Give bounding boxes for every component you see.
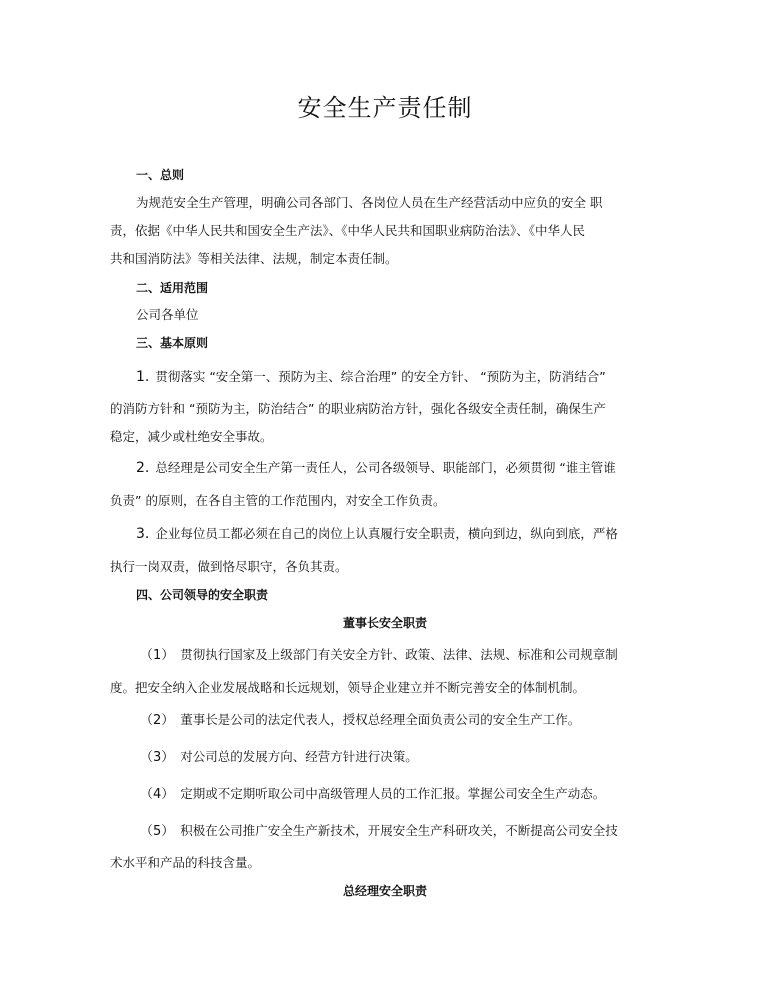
document-title: 安全生产责任制	[297, 94, 473, 122]
subheading-general-manager: 总经理安全职责	[342, 884, 427, 898]
numbered-paragraph	[140, 822, 618, 841]
section-heading-general: 一、总则	[136, 168, 185, 182]
paragraph-text: 贯彻执行国家及上级部门有关安全方针、政策、法律、法规、标准和公司规章制	[180, 647, 618, 662]
numbered-paragraph	[140, 646, 618, 665]
paragraph-line: 负责” 的原则，在各自主管的工作范围内，对安全工作负责。	[110, 493, 446, 508]
paragraph-number: （4）	[140, 787, 175, 802]
item-text: 贯彻落实 “安全第一、预防为主、综合治理” 的安全方针、 “预防为主，防消结合”	[155, 369, 606, 384]
paragraph-number: （2）	[140, 713, 175, 728]
paragraph-number: （3）	[140, 750, 175, 765]
numbered-item	[136, 368, 606, 386]
paragraph-text: 定期或不定期听取公司中高级管理人员的工作汇报。掌握公司安全生产动态。	[180, 786, 606, 801]
paragraph-line: 公司各单位	[136, 307, 199, 322]
paragraph-line: 共和国消防法》等相关法律、法规，制定本责任制。	[110, 251, 398, 266]
numbered-paragraph	[140, 785, 605, 804]
paragraph-line: 术水平和产品的科技含量。	[110, 855, 261, 870]
item-number: 3.	[136, 526, 150, 542]
paragraph-line: 责，依据《中华人民共和国安全生产法》、《中华人民共和国职业病防治法》、《中华人民	[110, 223, 586, 238]
section-heading-scope: 二、适用范围	[136, 281, 209, 295]
item-number: 2.	[136, 460, 150, 476]
paragraph-number: （1）	[140, 648, 175, 663]
numbered-item	[136, 525, 618, 543]
section-heading-principles: 三、基本原则	[136, 336, 209, 350]
paragraph-number: （5）	[140, 824, 175, 839]
numbered-paragraph	[140, 711, 580, 730]
numbered-paragraph	[140, 748, 418, 767]
paragraph-line: 稳定，减少或杜绝安全事故。	[110, 429, 273, 444]
numbered-item	[136, 459, 616, 477]
paragraph-text: 董事长是公司的法定代表人，授权总经理全面负责公司的安全生产工作。	[180, 712, 581, 727]
paragraph-text: 积极在公司推广安全生产新技术，开展安全生产科研攻关，不断提高公司安全技	[180, 823, 618, 838]
paragraph-line: 度。把安全纳入企业发展战略和长远规划，领导企业建立并不断完善安全的体制机制。	[110, 680, 586, 695]
subheading-chairman: 董事长安全职责	[342, 616, 427, 630]
item-number: 1.	[136, 369, 150, 385]
paragraph-line: 的消防方针和 “预防为主，防治结合” 的职业病防治方针，强化各级安全责任制，确保生产	[110, 401, 606, 416]
item-text: 企业每位员工都必须在自己的岗位上认真履行安全职责，横向到边，纵向到底，严格	[155, 526, 618, 541]
paragraph-line: 为规范安全生产管理，明确公司各部门、各岗位人员在生产经营活动中应负的安全 职	[136, 195, 603, 210]
section-heading-leadership: 四、公司领导的安全职责	[136, 588, 269, 602]
paragraph-text: 对公司总的发展方向、经营方针进行决策。	[180, 749, 418, 764]
paragraph-line: 执行一岗双责，做到恪尽职守，各负其责。	[110, 559, 348, 574]
item-text: 总经理是公司安全生产第一责任人，公司各级领导、职能部门，必须贯彻 “谁主管谁	[155, 460, 616, 475]
